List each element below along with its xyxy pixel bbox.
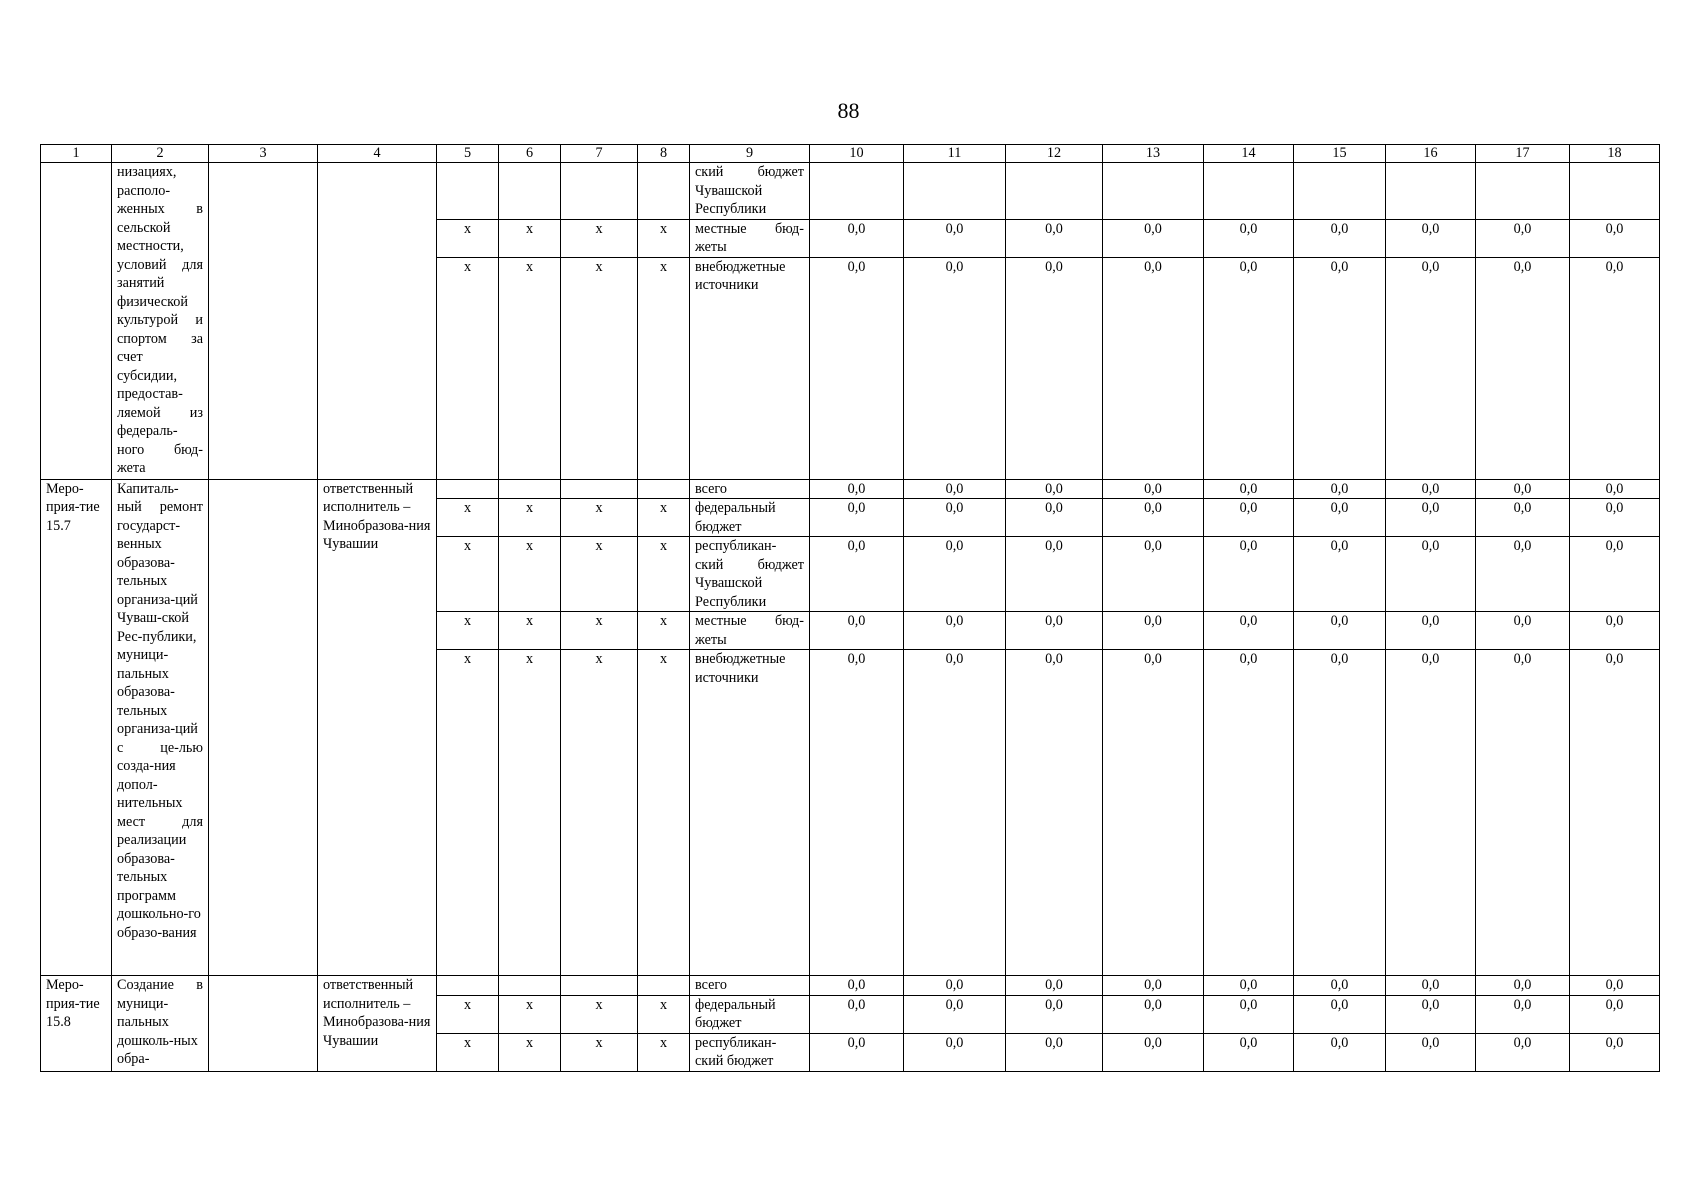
value-cell: 0,0 xyxy=(1570,976,1660,996)
mark-cell: х xyxy=(561,499,638,537)
value-cell: 0,0 xyxy=(1476,995,1570,1033)
activity-description: низациях, располо-женных в сельской местности, условий для занятий физической культурой и спортом за счет субсидии, предостав-ляемой из федераль-ного бюд-жета xyxy=(112,163,209,480)
mark-cell: х xyxy=(499,995,561,1033)
mark-cell: х xyxy=(437,1033,499,1071)
value-cell: 0,0 xyxy=(810,219,904,257)
mark-cell: х xyxy=(638,499,690,537)
column-header: 10 xyxy=(810,145,904,163)
funding-source: местные бюд-жеты xyxy=(690,612,810,650)
value-cell: 0,0 xyxy=(1476,219,1570,257)
value-cell: 0,0 xyxy=(1006,650,1103,976)
column-header: 14 xyxy=(1204,145,1294,163)
value-cell: 0,0 xyxy=(1386,650,1476,976)
value-cell: 0,0 xyxy=(1006,612,1103,650)
mark-cell: х xyxy=(561,612,638,650)
mark-cell xyxy=(561,976,638,996)
funding-source: ский бюджет Чувашской Республики xyxy=(690,163,810,220)
mark-cell xyxy=(437,163,499,220)
column-header: 9 xyxy=(690,145,810,163)
mark-cell: х xyxy=(499,1033,561,1071)
mark-cell: х xyxy=(499,219,561,257)
mark-cell: х xyxy=(638,650,690,976)
value-cell: 0,0 xyxy=(1204,219,1294,257)
mark-cell: х xyxy=(638,995,690,1033)
value-cell: 0,0 xyxy=(1294,257,1386,479)
funding-source: республикан-ский бюджет Чувашской Республики xyxy=(690,537,810,612)
column-header: 18 xyxy=(1570,145,1660,163)
value-cell: 0,0 xyxy=(1204,479,1294,499)
value-cell: 0,0 xyxy=(1294,650,1386,976)
value-cell xyxy=(1386,163,1476,220)
value-cell: 0,0 xyxy=(810,257,904,479)
executor: ответственный исполнитель – Минобразова-ния Чувашии xyxy=(318,479,437,976)
column-header: 16 xyxy=(1386,145,1476,163)
mark-cell xyxy=(561,479,638,499)
column-header: 15 xyxy=(1294,145,1386,163)
value-cell: 0,0 xyxy=(1476,479,1570,499)
column-header: 5 xyxy=(437,145,499,163)
value-cell: 0,0 xyxy=(810,1033,904,1071)
value-cell: 0,0 xyxy=(1294,612,1386,650)
column-header: 6 xyxy=(499,145,561,163)
value-cell: 0,0 xyxy=(1294,499,1386,537)
value-cell: 0,0 xyxy=(904,650,1006,976)
mark-cell: х xyxy=(499,257,561,479)
value-cell: 0,0 xyxy=(1103,995,1204,1033)
value-cell: 0,0 xyxy=(1006,537,1103,612)
mark-cell: х xyxy=(638,612,690,650)
mark-cell xyxy=(437,479,499,499)
mark-cell: х xyxy=(638,1033,690,1071)
value-cell: 0,0 xyxy=(810,537,904,612)
value-cell xyxy=(1476,163,1570,220)
value-cell: 0,0 xyxy=(1103,537,1204,612)
column-header: 8 xyxy=(638,145,690,163)
value-cell: 0,0 xyxy=(1476,650,1570,976)
value-cell: 0,0 xyxy=(1476,1033,1570,1071)
value-cell: 0,0 xyxy=(1570,499,1660,537)
value-cell: 0,0 xyxy=(1103,499,1204,537)
value-cell: 0,0 xyxy=(1476,499,1570,537)
value-cell: 0,0 xyxy=(1386,612,1476,650)
program-column xyxy=(209,976,318,1072)
mark-cell: х xyxy=(437,612,499,650)
table-row xyxy=(41,976,1660,996)
value-cell: 0,0 xyxy=(1570,479,1660,499)
mark-cell: х xyxy=(437,995,499,1033)
funding-source: всего xyxy=(690,976,810,996)
mark-cell: х xyxy=(437,499,499,537)
funding-source: всего xyxy=(690,479,810,499)
activity-description: Капиталь-ный ремонт государст-венных образова-тельных организа-ций Чуваш-ской Рес-публики, муници-пальных образова-тельных организа-ций с це-лью созда-ния допол-нительных мест для реализации образова-тельных программ дошкольно-го образо-вания xyxy=(112,479,209,976)
value-cell: 0,0 xyxy=(1103,612,1204,650)
mark-cell xyxy=(638,163,690,220)
value-cell: 0,0 xyxy=(810,976,904,996)
value-cell: 0,0 xyxy=(1204,976,1294,996)
value-cell: 0,0 xyxy=(1570,537,1660,612)
column-header: 13 xyxy=(1103,145,1204,163)
mark-cell: х xyxy=(638,537,690,612)
mark-cell xyxy=(561,163,638,220)
value-cell: 0,0 xyxy=(1476,612,1570,650)
mark-cell: х xyxy=(437,257,499,479)
mark-cell: х xyxy=(499,650,561,976)
mark-cell: х xyxy=(638,257,690,479)
budget-table xyxy=(40,144,1660,1072)
value-cell: 0,0 xyxy=(1204,537,1294,612)
column-header: 3 xyxy=(209,145,318,163)
program-column xyxy=(209,479,318,976)
funding-source: федеральный бюджет xyxy=(690,995,810,1033)
value-cell: 0,0 xyxy=(1204,1033,1294,1071)
mark-cell xyxy=(499,976,561,996)
value-cell: 0,0 xyxy=(1294,976,1386,996)
value-cell: 0,0 xyxy=(1006,499,1103,537)
mark-cell: х xyxy=(561,537,638,612)
column-header: 1 xyxy=(41,145,112,163)
value-cell: 0,0 xyxy=(1006,1033,1103,1071)
value-cell: 0,0 xyxy=(904,995,1006,1033)
mark-cell: х xyxy=(561,219,638,257)
value-cell: 0,0 xyxy=(1006,257,1103,479)
value-cell: 0,0 xyxy=(1103,257,1204,479)
funding-source: внебюджетные источники xyxy=(690,650,810,976)
value-cell: 0,0 xyxy=(1386,976,1476,996)
column-header: 4 xyxy=(318,145,437,163)
funding-source: местные бюд-жеты xyxy=(690,219,810,257)
value-cell: 0,0 xyxy=(1570,219,1660,257)
mark-cell: х xyxy=(638,219,690,257)
column-number-header xyxy=(41,145,1660,163)
value-cell: 0,0 xyxy=(1570,612,1660,650)
mark-cell: х xyxy=(437,219,499,257)
mark-cell xyxy=(437,976,499,996)
value-cell xyxy=(1570,163,1660,220)
value-cell: 0,0 xyxy=(1386,479,1476,499)
executor xyxy=(318,163,437,258)
value-cell: 0,0 xyxy=(904,1033,1006,1071)
column-header: 2 xyxy=(112,145,209,163)
value-cell: 0,0 xyxy=(1204,257,1294,479)
value-cell: 0,0 xyxy=(1386,537,1476,612)
value-cell: 0,0 xyxy=(810,499,904,537)
activity-code: Меро-прия-тие 15.8 xyxy=(41,976,112,1072)
mark-cell xyxy=(499,479,561,499)
mark-cell: х xyxy=(561,995,638,1033)
value-cell: 0,0 xyxy=(1103,976,1204,996)
value-cell: 0,0 xyxy=(1294,995,1386,1033)
value-cell: 0,0 xyxy=(1386,995,1476,1033)
page-number: 88 xyxy=(837,98,860,123)
value-cell: 0,0 xyxy=(904,612,1006,650)
table-row xyxy=(41,163,1660,220)
value-cell: 0,0 xyxy=(1476,537,1570,612)
mark-cell: х xyxy=(561,650,638,976)
activity-code: Меро-прия-тие 15.7 xyxy=(41,479,112,976)
mark-cell xyxy=(638,976,690,996)
column-header: 12 xyxy=(1006,145,1103,163)
mark-cell xyxy=(499,163,561,220)
value-cell: 0,0 xyxy=(1204,650,1294,976)
mark-cell: х xyxy=(561,257,638,479)
mark-cell: х xyxy=(499,612,561,650)
value-cell: 0,0 xyxy=(1006,479,1103,499)
value-cell: 0,0 xyxy=(1006,219,1103,257)
value-cell: 0,0 xyxy=(904,537,1006,612)
value-cell: 0,0 xyxy=(904,257,1006,479)
activity-description: Создание в муници-пальных дошколь-ных обра- xyxy=(112,976,209,1072)
value-cell xyxy=(1294,163,1386,220)
mark-cell: х xyxy=(437,650,499,976)
value-cell: 0,0 xyxy=(1006,976,1103,996)
value-cell: 0,0 xyxy=(1103,1033,1204,1071)
value-cell xyxy=(1006,163,1103,220)
value-cell: 0,0 xyxy=(810,612,904,650)
executor xyxy=(318,257,437,479)
value-cell: 0,0 xyxy=(810,995,904,1033)
value-cell: 0,0 xyxy=(1103,650,1204,976)
mark-cell xyxy=(638,479,690,499)
value-cell: 0,0 xyxy=(1294,479,1386,499)
value-cell: 0,0 xyxy=(1570,1033,1660,1071)
value-cell: 0,0 xyxy=(1386,257,1476,479)
value-cell: 0,0 xyxy=(904,219,1006,257)
value-cell xyxy=(904,163,1006,220)
funding-source: федеральный бюджет xyxy=(690,499,810,537)
mark-cell: х xyxy=(499,499,561,537)
column-header: 17 xyxy=(1476,145,1570,163)
activity-code xyxy=(41,163,112,480)
column-header: 11 xyxy=(904,145,1006,163)
value-cell: 0,0 xyxy=(1386,1033,1476,1071)
value-cell xyxy=(810,163,904,220)
value-cell: 0,0 xyxy=(810,479,904,499)
value-cell: 0,0 xyxy=(1204,612,1294,650)
program-column xyxy=(209,163,318,480)
value-cell: 0,0 xyxy=(1294,1033,1386,1071)
value-cell: 0,0 xyxy=(1570,650,1660,976)
value-cell: 0,0 xyxy=(1476,976,1570,996)
value-cell: 0,0 xyxy=(1006,995,1103,1033)
column-header: 7 xyxy=(561,145,638,163)
mark-cell: х xyxy=(499,537,561,612)
value-cell: 0,0 xyxy=(904,976,1006,996)
value-cell: 0,0 xyxy=(904,479,1006,499)
value-cell: 0,0 xyxy=(1204,995,1294,1033)
value-cell: 0,0 xyxy=(1103,219,1204,257)
value-cell: 0,0 xyxy=(810,650,904,976)
value-cell: 0,0 xyxy=(1476,257,1570,479)
value-cell: 0,0 xyxy=(1103,479,1204,499)
funding-source: внебюджетные источники xyxy=(690,257,810,479)
value-cell xyxy=(1204,163,1294,220)
value-cell xyxy=(1103,163,1204,220)
value-cell: 0,0 xyxy=(1204,499,1294,537)
funding-source: республикан-ский бюджет xyxy=(690,1033,810,1071)
value-cell: 0,0 xyxy=(1570,257,1660,479)
value-cell: 0,0 xyxy=(904,499,1006,537)
value-cell: 0,0 xyxy=(1294,537,1386,612)
value-cell: 0,0 xyxy=(1570,995,1660,1033)
table-row xyxy=(41,479,1660,499)
value-cell: 0,0 xyxy=(1386,499,1476,537)
value-cell: 0,0 xyxy=(1386,219,1476,257)
executor: ответственный исполнитель – Минобразова-ния Чувашии xyxy=(318,976,437,1072)
value-cell: 0,0 xyxy=(1294,219,1386,257)
mark-cell: х xyxy=(437,537,499,612)
mark-cell: х xyxy=(561,1033,638,1071)
